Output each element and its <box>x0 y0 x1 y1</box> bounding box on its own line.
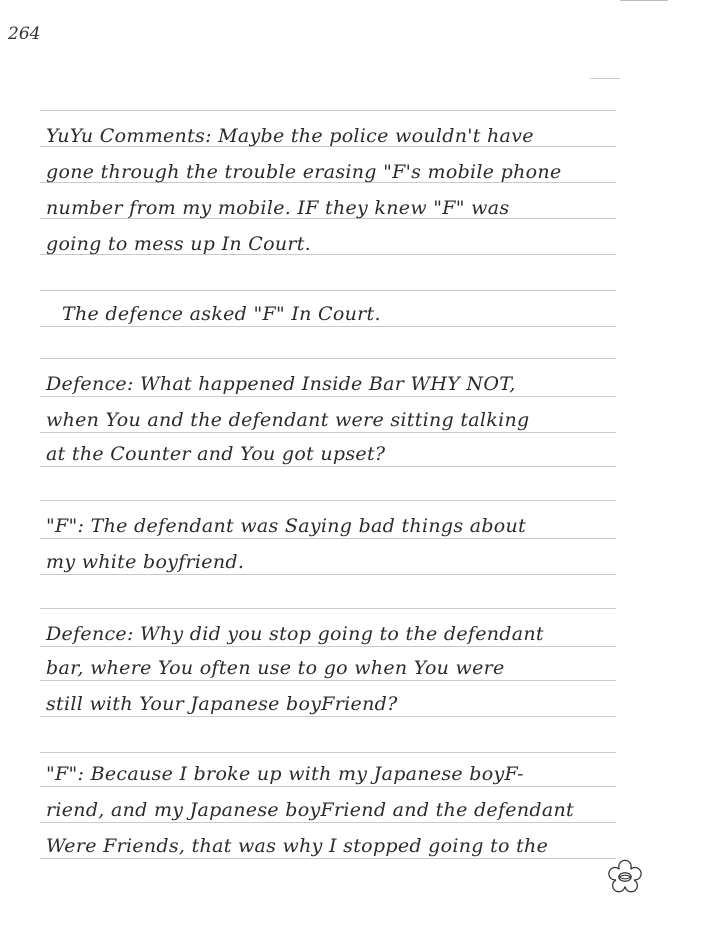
text-line: "F": The defendant was Saying bad things about <box>46 515 527 537</box>
text-line: bar, where You often use to go when You were <box>46 657 505 679</box>
text-line: when You and the defendant were sitting talking <box>46 409 530 431</box>
ruled-line <box>40 500 616 501</box>
ruled-line <box>40 326 616 327</box>
text-line: gone through the trouble erasing "F's mobile phone <box>46 161 562 183</box>
text-line: going to mess up In Court. <box>46 233 312 255</box>
ruled-line <box>40 110 616 111</box>
text-line: Defence: What happened Inside Bar WHY NOT, <box>46 373 516 395</box>
ruled-line <box>40 680 616 681</box>
ruled-line <box>40 608 616 609</box>
ruled-line <box>40 822 616 823</box>
page-number: 264 <box>8 24 41 44</box>
ruled-line <box>40 716 616 717</box>
text-line: "F": Because I broke up with my Japanese boyF- <box>46 763 524 785</box>
text-line: YuYu Comments: Maybe the police wouldn't have <box>46 125 534 147</box>
ruled-line <box>40 396 616 397</box>
text-line: The defence asked "F" In Court. <box>62 303 381 325</box>
text-line: my white boyfriend. <box>46 551 245 573</box>
ruled-line <box>40 538 616 539</box>
text-line: still with Your Japanese boyFriend? <box>46 693 398 715</box>
text-line: at the Counter and You got upset? <box>46 443 386 465</box>
text-line: Were Friends, that was why I stopped going to the <box>46 835 549 857</box>
ruled-line <box>40 646 616 647</box>
ruled-line <box>40 432 616 433</box>
ruled-line <box>40 290 616 291</box>
ruled-line <box>40 574 616 575</box>
ruled-line <box>40 858 616 859</box>
ruled-line <box>590 78 620 79</box>
ruled-line <box>40 358 616 359</box>
text-line: riend, and my Japanese boyFriend and the defendant <box>46 799 574 821</box>
top-edge-line <box>620 0 668 1</box>
ruled-line <box>40 752 616 753</box>
flower-stamp-icon <box>606 858 644 896</box>
ruled-line <box>40 786 616 787</box>
text-line: number from my mobile. IF they knew "F" was <box>46 197 510 219</box>
text-line: Defence: Why did you stop going to the defendant <box>46 623 544 645</box>
ruled-line <box>40 466 616 467</box>
